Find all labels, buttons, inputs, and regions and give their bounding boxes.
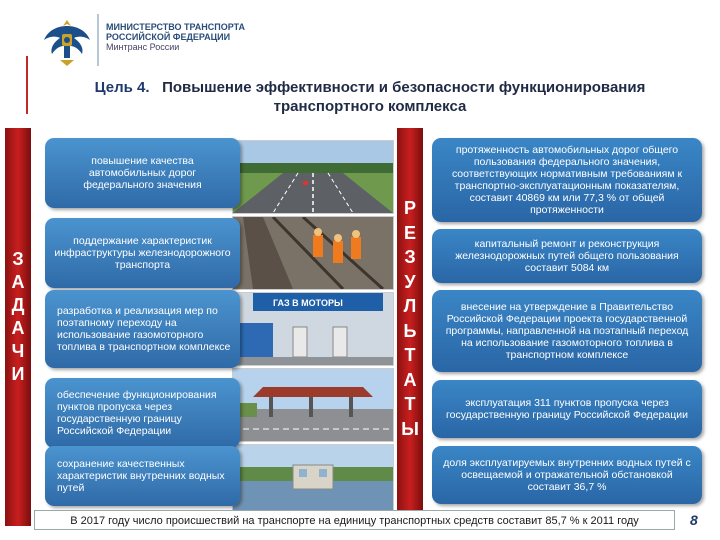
task-railway-infrastructure: поддержание характеристик инфраструктуры железнодорожного транспорта xyxy=(45,218,240,288)
tasks-letter: З xyxy=(12,249,24,269)
results-vertical-label xyxy=(397,196,423,441)
results-letter: З xyxy=(404,247,416,267)
gas-station-sign: ГАЗ В МОТОРЫ xyxy=(273,298,343,308)
task-gas-fuel-transition: разработка и реализация мер по поэтапному переходу на использование газомоторного топлива в транспортном комплексе xyxy=(45,290,240,368)
highway-photo xyxy=(232,140,394,214)
waterway-photo xyxy=(232,444,394,518)
results-letter: Т xyxy=(404,394,416,414)
tasks-letter: А xyxy=(11,272,25,292)
results-letter: Ы xyxy=(401,418,419,439)
task-road-quality: повышение качества автомобильных дорог федерального значения xyxy=(45,138,240,208)
ministry-line2: РОССИЙСКОЙ ФЕДЕРАЦИИ xyxy=(106,32,231,42)
tasks-vertical-label xyxy=(5,248,31,386)
goal-title-line1: Повышение эффективности и безопасности функционирования xyxy=(162,79,646,96)
result-road-length: протяженность автомобильных дорог общего пользования федерального значения, соответствующих нормативным требованиям к транспортно-эксплуатационным показателям, составит 40869 км или 77,3 % от общей протяженности xyxy=(432,138,702,222)
eagle-emblem-icon xyxy=(40,14,94,70)
results-letter: Р xyxy=(403,198,416,218)
results-letter: У xyxy=(404,271,416,292)
page-title xyxy=(40,78,700,116)
results-letter: Ь xyxy=(403,320,417,341)
result-waterways-share: доля эксплуатируемых внутренних водных путей с освещаемой и отражательной обстановкой составит 36,7 % xyxy=(432,446,702,504)
border-checkpoint-photo xyxy=(232,368,394,442)
results-letter: Л xyxy=(403,296,417,316)
result-railway-repair: капитальный ремонт и реконструкция железнодорожных путей общего пользования составит 5084 км xyxy=(432,229,702,283)
page-number: 8 xyxy=(690,512,698,528)
task-border-checkpoints: обеспечение функционирования пунктов пропуска через государственную границу Российской Федерации xyxy=(45,378,240,448)
result-checkpoints: эксплуатация 311 пунктов пропуска через государственную границу Российской Федерации xyxy=(432,380,702,438)
task-inland-waterways: сохранение качественных характеристик внутренних водных путей xyxy=(45,446,240,506)
ministry-line3: Минтранс России xyxy=(106,42,180,52)
tasks-letter: Ч xyxy=(11,341,25,361)
gas-station-photo xyxy=(232,292,394,366)
tasks-letter: И xyxy=(11,364,25,384)
results-letter: А xyxy=(403,369,417,390)
ministry-name xyxy=(106,22,245,52)
results-letter: Е xyxy=(403,222,416,243)
header-divider xyxy=(97,14,99,66)
result-gas-program: внесение на утверждение в Правительство Российской Федерации проекта государственной программы, направленной на поэтапный переход на использование газомоторного топлива в транспортном комплексе xyxy=(432,290,702,372)
tasks-letter: Д xyxy=(11,295,25,315)
ministry-line1: МИНИСТЕРСТВО ТРАНСПОРТА xyxy=(106,22,246,32)
goal-title-line2: транспортного комплекса xyxy=(273,98,467,115)
tasks-letter: А xyxy=(11,318,25,338)
goal-label: Цель 4. xyxy=(94,79,150,96)
accent-line xyxy=(26,56,28,114)
footer-summary: В 2017 году число происшествий на транспорте на единицу транспортных средств составит 85,7 % к 2011 году xyxy=(34,510,675,530)
railway-workers-photo xyxy=(232,216,394,290)
results-letter: Т xyxy=(404,345,416,365)
